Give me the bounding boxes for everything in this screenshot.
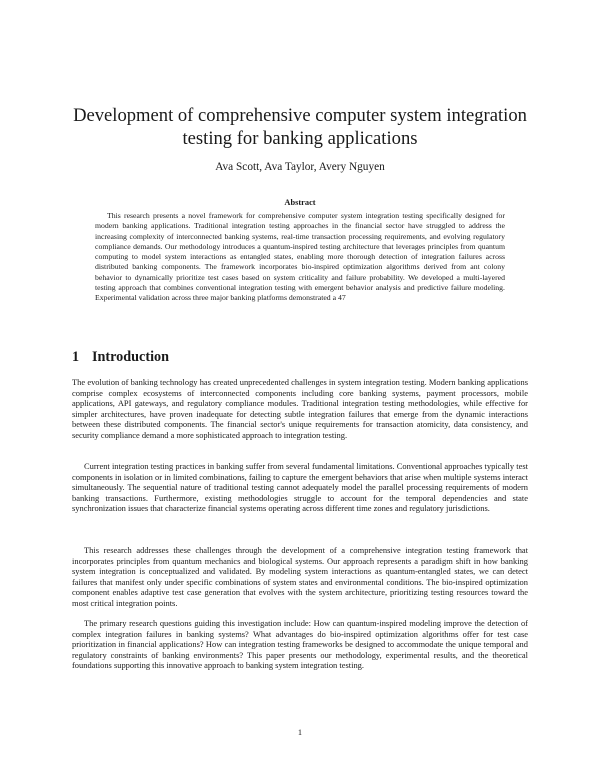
body-paragraph: This research addresses these challenges through the development of a comprehensive integration testing framework that incorporates principles from quantum mechanics and biological systems. Our approach represents a paradigm shift in how banking system integration is conceptualized and validated. By modeling system interactions as quantum-entangled states, we can detect failures that manifest only under specific combinations of system states and environmental conditions. The bio-inspired optimization component enables adaptive test case generation that evolves with the system architecture, prioritizing testing resources toward the most critical integration points. (72, 545, 528, 608)
author-list: Ava Scott, Ava Taylor, Avery Nguyen (215, 161, 385, 173)
body-paragraph: The primary research questions guiding this investigation include: How can quantum-inspired modeling improve the detection of complex integration failures in banking systems? What advantages do bio-inspired optimization algorithms offer for test case prioritization in financial applications? How can integration testing frameworks be designed to accommodate the unique temporal and regulatory constraints of banking environments? This paper presents our methodology, experimental results, and the theoretical foundations supporting this innovative approach to banking system integration testing. (72, 618, 528, 671)
section-heading (72, 348, 169, 366)
section-title: Introduction (92, 349, 169, 365)
page-number: 1 (297, 728, 303, 737)
section-number: 1 (72, 349, 80, 365)
abstract-heading: Abstract (284, 198, 316, 207)
paper-title: Development of comprehensive computer system integration testing for banking applications (73, 105, 527, 149)
abstract-text: This research presents a novel framework for comprehensive computer system integration testing specifically designed for modern banking applications. Traditional integration testing approaches in the financial sector have struggled to address the increasing complexity of interconnected banking systems, real-time transaction processing requirements, and evolving regulatory compliance demands. Our methodology introduces a quantum-inspired testing architecture that leverages principles from quantum computing to model system interactions as entangled states, enabling more thorough detection of integration failures across distributed banking components. The framework incorporates bio-inspired optimization algorithms derived from ant colony behavior to dynamically prioritize test cases based on system criticality and failure probability. We developed a multi-layered testing approach that combines conventional integration testing with emergent behavior analysis and predictive failure modeling. Experimental validation across three major banking platforms demonstrated a 47 (95, 211, 505, 303)
body-paragraph: Current integration testing practices in banking suffer from several fundamental limitations. Conventional approaches typically test components in isolation or in limited combinations, failing to capture the emergent behaviors that arise when multiple systems interact simultaneously. The sequential nature of traditional testing cannot adequately model the parallel processing requirements of modern banking transactions. Furthermore, existing methodologies struggle to account for the temporal dependencies and state synchronization issues that characterize financial systems operating across different time zones and regulatory jurisdictions. (72, 461, 528, 514)
body-paragraph: The evolution of banking technology has created unprecedented challenges in system integration testing. Modern banking applications comprise complex ecosystems of interconnected components including core banking systems, payment processors, mobile applications, API gateways, and regulatory compliance modules. Traditional integration testing methodologies, while effective for simpler architectures, have proven inadequate for detecting subtle integration failures that emerge from the dynamic interactions between these distributed components. The financial sector's unique requirements for transaction atomicity, data consistency, and security compliance demand a more sophisticated approach to integration testing. (72, 377, 528, 440)
